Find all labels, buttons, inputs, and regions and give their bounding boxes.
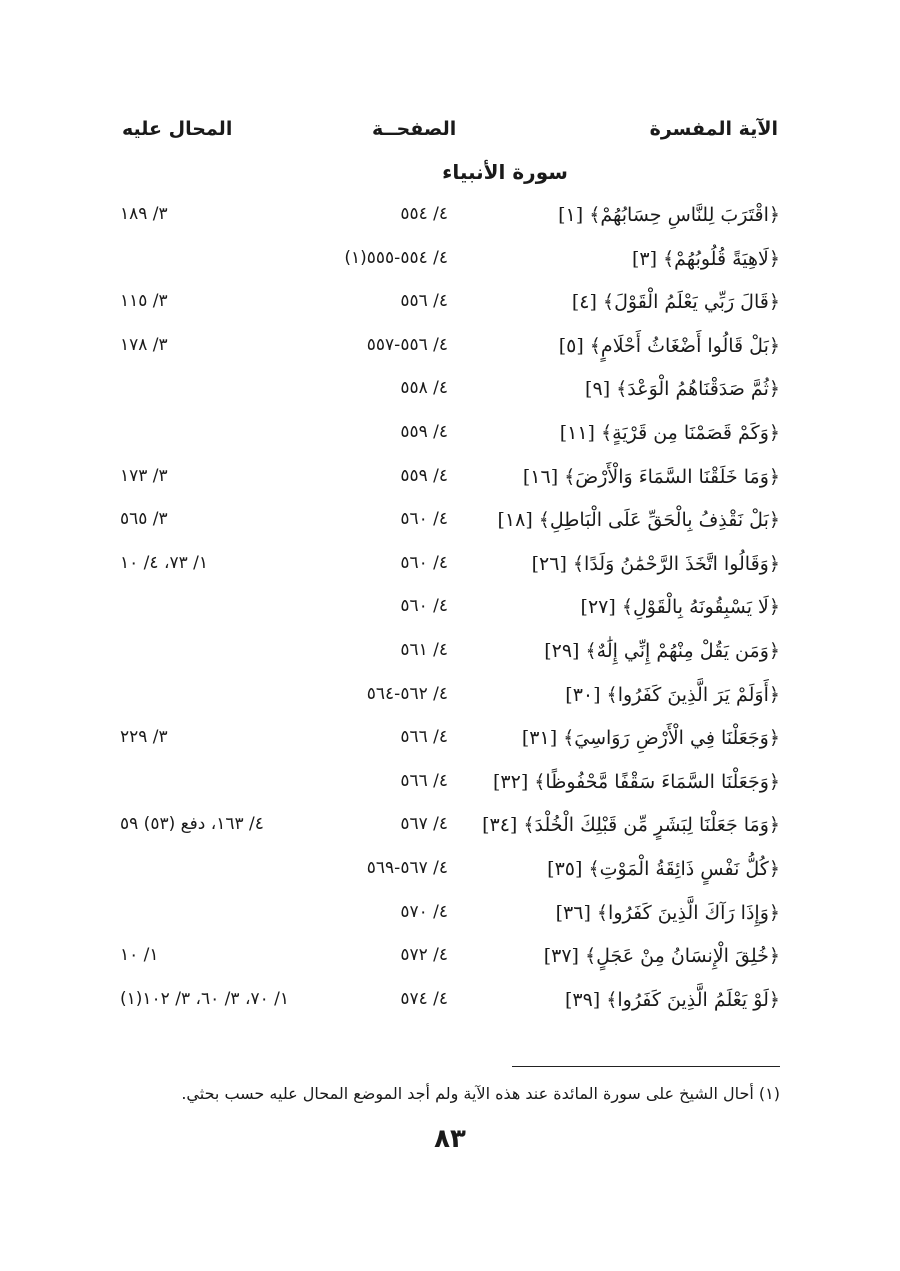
- verse-cell: ﴿لَوْ يَعْلَمُ الَّذِينَ كَفَرُوا﴾ [٣٩]: [564, 988, 780, 1011]
- reference-cell: ٣/ ١١٥: [120, 291, 168, 312]
- reference-cell: ١/ ٧٣، ٤/ ١٠: [120, 552, 208, 573]
- footnote-divider: [512, 1066, 780, 1067]
- index-table: [0, 198, 900, 1026]
- page-cell: ٤/ ٥٦٦: [400, 770, 448, 791]
- page-cell: ٤/ ٥٥٦-٥٥٧: [366, 334, 448, 355]
- table-row: [0, 896, 900, 940]
- sura-title: سورة الأنبياء: [442, 160, 568, 184]
- verse-cell: ﴿لَاهِيَةً قُلُوبُهُمْ﴾ [٣]: [631, 247, 780, 270]
- verse-cell: ﴿بَلْ قَالُوا أَضْغَاثُ أَحْلَامٍ﴾ [٥]: [558, 334, 780, 357]
- reference-cell: ٣/ ٢٢٩: [120, 727, 168, 748]
- page-cell: ٤/ ٥٥٦: [400, 291, 448, 312]
- page-cell: ٤/ ٥٦٠: [400, 552, 448, 573]
- verse-cell: ﴿اقْتَرَبَ لِلنَّاسِ حِسَابُهُمْ﴾ [١]: [558, 204, 780, 226]
- page-cell: ٤/ ٥٧٢: [400, 945, 448, 966]
- reference-cell: ٣/ ١٧٨: [120, 334, 168, 355]
- page-cell: ٤/ ٥٦٠: [400, 596, 448, 617]
- reference-cell: ٣/ ١٨٩: [120, 204, 168, 224]
- table-row: [0, 590, 900, 634]
- page-cell: ٤/ ٥٧٤: [400, 988, 448, 1009]
- page-cell: ٤/ ٥٥٩: [400, 465, 448, 486]
- page-number: ٨٣: [434, 1124, 466, 1154]
- table-row: [0, 983, 900, 1027]
- page-cell: ٤/ ٥٦٢-٥٦٤: [366, 683, 448, 704]
- verse-cell: ﴿قَالَ رَبِّي يَعْلَمُ الْقَوْلَ﴾ [٤]: [571, 291, 780, 314]
- table-row: [0, 329, 900, 373]
- verse-cell: ﴿ثُمَّ صَدَقْنَاهُمُ الْوَعْدَ﴾ [٩]: [585, 378, 780, 401]
- page-cell: ٤/ ٥٦١: [400, 639, 448, 660]
- page-cell: ٤/ ٥٥٨: [400, 378, 448, 399]
- verse-cell: ﴿بَلْ نَقْذِفُ بِالْحَقِّ عَلَى الْبَاطِلِ﴾ [١٨]: [497, 509, 780, 532]
- verse-cell: ﴿وَجَعَلْنَا السَّمَاءَ سَقْفًا مَّحْفُوظًا﴾ [٣٢]: [492, 770, 780, 793]
- verse-cell: ﴿وَقَالُوا اتَّخَذَ الرَّحْمَٰنُ وَلَدًا﴾ [٢٦]: [531, 552, 780, 575]
- table-row: [0, 765, 900, 809]
- verse-cell: ﴿وَإِذَا رَآكَ الَّذِينَ كَفَرُوا﴾ [٣٦]: [555, 901, 780, 924]
- page-cell: ٤/ ٥٧٠: [400, 901, 448, 922]
- table-row: [0, 372, 900, 416]
- verse-cell: ﴿وَمَا خَلَقْنَا السَّمَاءَ وَالْأَرْضَ﴾ [١٦]: [522, 465, 780, 488]
- reference-cell: ٣/ ١٧٣: [120, 465, 168, 486]
- column-header-verse: الآية المفسرة: [649, 118, 778, 140]
- reference-cell: ٣/ ٥٦٥: [120, 509, 168, 530]
- table-row: [0, 678, 900, 722]
- column-header-reference: المحال عليه: [122, 118, 233, 140]
- reference-cell: ١/ ١٠: [120, 945, 159, 966]
- table-row: [0, 939, 900, 983]
- table-row: [0, 808, 900, 852]
- verse-cell: ﴿خُلِقَ الْإِنسَانُ مِنْ عَجَلٍ﴾ [٣٧]: [543, 945, 780, 968]
- verse-cell: ﴿كُلُّ نَفْسٍ ذَائِقَةُ الْمَوْتِ﴾ [٣٥]: [547, 857, 780, 880]
- table-row: [0, 416, 900, 460]
- verse-cell: ﴿وَمَا جَعَلْنَا لِبَشَرٍ مِّن قَبْلِكَ الْخُلْدَ﴾ [٣٤]: [482, 814, 780, 837]
- table-row: [0, 285, 900, 329]
- table-row: [0, 634, 900, 678]
- verse-cell: ﴿وَكَمْ قَصَمْنَا مِن قَرْيَةٍ﴾ [١١]: [559, 421, 780, 444]
- column-header-page: الصفحــة: [372, 118, 457, 140]
- table-row: [0, 503, 900, 547]
- page-cell: ٤/ ٥٦٧-٥٦٩: [366, 857, 448, 878]
- page-cell: ٤/ ٥٥٩: [400, 421, 448, 442]
- page-cell: ٤/ ٥٥٤-٥٥٥(١): [344, 247, 448, 268]
- reference-cell: ١/ ٧٠، ٣/ ٦٠، ٣/ ١٠٢(١): [120, 988, 289, 1009]
- verse-cell: ﴿أَوَلَمْ يَرَ الَّذِينَ كَفَرُوا﴾ [٣٠]: [565, 683, 780, 706]
- verse-cell: ﴿وَمَن يَقُلْ مِنْهُمْ إِنِّي إِلَٰهٌ﴾ [٢٩]: [544, 639, 780, 662]
- table-row: [0, 852, 900, 896]
- table-row: [0, 460, 900, 504]
- page-cell: ٤/ ٥٦٧: [400, 814, 448, 835]
- table-row: [0, 242, 900, 286]
- page-cell: ٤/ ٥٦٠: [400, 509, 448, 530]
- footnote: (١) أحال الشيخ على سورة المائدة عند هذه الآية ولم أجد الموضع المحال عليه حسب بحثي.: [181, 1084, 780, 1103]
- reference-cell: ٤/ ١٦٣، دفع (٥٣) ٥٩: [120, 814, 264, 835]
- table-row: [0, 198, 900, 242]
- page-cell: ٤/ ٥٥٤: [400, 204, 448, 224]
- table-row: [0, 547, 900, 591]
- verse-cell: ﴿وَجَعَلْنَا فِي الْأَرْضِ رَوَاسِيَ﴾ [٣١]: [521, 727, 780, 750]
- page-cell: ٤/ ٥٦٦: [400, 727, 448, 748]
- table-row: [0, 721, 900, 765]
- verse-cell: ﴿لَا يَسْبِقُونَهُ بِالْقَوْلِ﴾ [٢٧]: [580, 596, 780, 619]
